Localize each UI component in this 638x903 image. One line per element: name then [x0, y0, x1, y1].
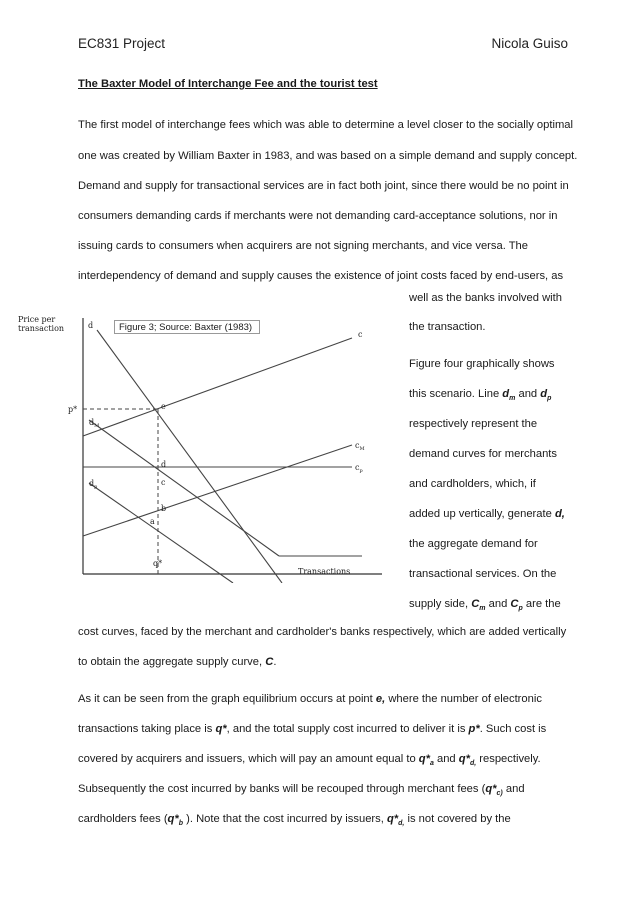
paragraph-line: consumers demanding cards if merchants were not demanding card-acceptance solutions, nor in: [78, 210, 558, 222]
paragraph-line: transactional services. On the: [409, 568, 557, 580]
label-d-m: $d_M$: [89, 418, 100, 429]
label-d-point: d: [161, 460, 167, 469]
label-p-star: p*: [68, 405, 78, 414]
label-c: c: [358, 330, 363, 339]
paragraph-line: cardholders fees ($q*_b$ ). Note that the cost incurred by issuers, $q*_{d,}$ is not covered by the: [78, 813, 511, 828]
paragraph-line: Subsequently the cost incurred by banks will be recouped through merchant fees ($q*_{c)}$ and: [78, 783, 525, 798]
paragraph-line: cost curves, faced by the merchant and cardholder's banks respectively, which are added vertically: [78, 626, 567, 638]
paragraph-line: well as the banks involved with: [409, 292, 562, 304]
label-d-p: $d_p$: [89, 479, 98, 490]
label-c-p: $c_p$: [355, 463, 363, 474]
x-axis-label: Transactions: [298, 567, 351, 576]
paragraph-line: one was created by William Baxter in 1983, and was based on a simple demand and supply concept.: [78, 150, 578, 162]
y-axis-label: Price per: [18, 315, 56, 324]
cardholder-demand-line: [89, 483, 233, 583]
label-a: a: [150, 517, 155, 526]
merchant-cost-line: [83, 445, 352, 536]
label-d: d: [88, 321, 94, 330]
baxter-figure: [12, 303, 392, 583]
paragraph-line: As it can be seen from the graph equilibrium occurs at point e, where the number of electronic: [78, 693, 542, 705]
figure-caption: Figure 3; Source: Baxter (1983): [114, 320, 260, 334]
paragraph-line: issuing cards to consumers when acquirers are not signing merchants, and vice versa. The: [78, 240, 529, 252]
label-e: e: [161, 402, 166, 411]
paragraph-line: supply side, $C_m$ and $C_p$ are the: [409, 598, 561, 613]
aggregate-demand-line: [97, 330, 282, 583]
label-q-star: q*: [153, 559, 163, 568]
label-b: b: [161, 504, 167, 513]
paragraph-line: the transaction.: [409, 321, 486, 333]
paragraph-line: Figure four graphically shows: [409, 358, 555, 370]
paragraph-line: transactions taking place is q*, and the total supply cost incurred to deliver it is p*. Such cost is: [78, 723, 547, 735]
header-author: Nicola Guiso: [491, 36, 568, 51]
paragraph-line: to obtain the aggregate supply curve, C.: [78, 656, 277, 668]
label-c-m: $c_M$: [355, 441, 365, 452]
paragraph-line: and cardholders, which, if: [409, 478, 536, 490]
merchant-demand-line: [89, 420, 279, 556]
paragraph-line: The first model of interchange fees which was able to determine a level closer to the socially optimal: [78, 119, 573, 131]
paragraph-line: Demand and supply for transactional services are in fact both joint, since there would be no point in: [78, 180, 569, 192]
label-c-point: c: [161, 478, 166, 487]
y-axis-label: transaction: [18, 324, 65, 333]
paragraph-line: covered by acquirers and issuers, which will pay an amount equal to $q*_a$ and $q*_{d,}$ respectively.: [78, 753, 541, 768]
paragraph-line: the aggregate demand for: [409, 538, 538, 550]
paragraph-line: demand curves for merchants: [409, 448, 557, 460]
paragraph-line: respectively represent the: [409, 418, 538, 430]
aggregate-supply-line: [83, 338, 352, 436]
paragraph-line: added up vertically, generate d,: [409, 508, 565, 520]
section-title: The Baxter Model of Interchange Fee and the tourist test: [78, 78, 378, 90]
paragraph-line: this scenario. Line $d_m$ and $d_p$: [409, 388, 552, 403]
paragraph-line: interdependency of demand and supply causes the existence of joint costs faced by end-users, as: [78, 270, 564, 282]
header-project: EC831 Project: [78, 36, 166, 51]
